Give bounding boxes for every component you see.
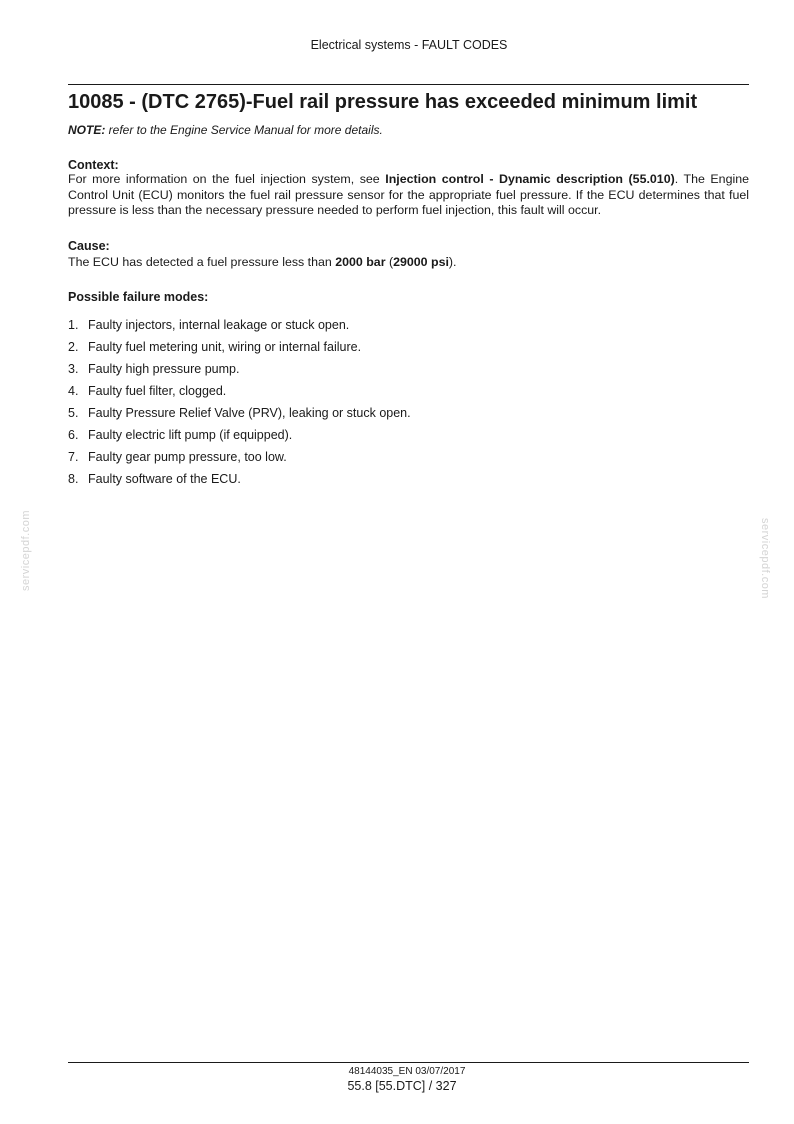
list-item-text: Faulty gear pump pressure, too low.: [88, 450, 287, 464]
list-item: [68, 428, 411, 450]
list-item-number: 5.: [68, 406, 79, 420]
list-item: [68, 406, 411, 428]
list-item-number: 6.: [68, 428, 79, 442]
list-item-text: Faulty high pressure pump.: [88, 362, 240, 376]
note-label: NOTE:: [68, 123, 106, 137]
cause-label: Cause:: [68, 239, 110, 253]
cause-pressure-psi: 29000 psi: [393, 255, 449, 269]
list-item-number: 3.: [68, 362, 79, 376]
list-item-number: 1.: [68, 318, 79, 332]
footer-divider: [68, 1062, 749, 1063]
footer-page-number: 55.8 [55.DTC] / 327: [347, 1079, 457, 1093]
context-paragraph: [68, 172, 749, 219]
failure-modes-label: Possible failure modes:: [68, 290, 209, 304]
note-text: refer to the Engine Service Manual for more details.: [105, 123, 383, 137]
list-item-number: 7.: [68, 450, 79, 464]
cause-paragraph: [68, 255, 749, 271]
list-item-text: Faulty injectors, internal leakage or stuck open.: [88, 318, 350, 332]
footer-document-id: 48144035_EN 03/07/2017: [348, 1066, 466, 1077]
cause-text-end: ).: [448, 255, 457, 269]
list-item-text: Faulty fuel metering unit, wiring or internal failure.: [88, 340, 362, 354]
watermark-right: servicepdf.com: [759, 518, 771, 599]
list-item-text: Faulty electric lift pump (if equipped).: [88, 428, 293, 442]
fault-code-heading: 10085 - (DTC 2765)-Fuel rail pressure has exceeded minimum limit: [68, 91, 698, 113]
list-item: [68, 450, 411, 472]
note: [68, 123, 383, 137]
header-divider: [68, 84, 749, 85]
list-item-number: 4.: [68, 384, 79, 398]
failure-modes-list: [68, 318, 411, 494]
list-item: [68, 472, 411, 494]
watermark-left: servicepdf.com: [20, 510, 32, 591]
list-item: [68, 384, 411, 406]
list-item: [68, 340, 411, 362]
context-reference-link[interactable]: Injection control - Dynamic description (55.010): [385, 172, 675, 186]
context-label: Context:: [68, 158, 119, 172]
list-item: [68, 362, 411, 384]
cause-pressure-bar: 2000 bar: [335, 255, 386, 269]
list-item-text: Faulty fuel filter, clogged.: [88, 384, 227, 398]
list-item-number: 2.: [68, 340, 79, 354]
running-header: Electrical systems - FAULT CODES: [310, 38, 508, 52]
cause-text-start: The ECU has detected a fuel pressure less than: [68, 255, 336, 269]
list-item-number: 8.: [68, 472, 79, 486]
list-item: [68, 318, 411, 340]
context-text-end: . The Engine Control Unit (ECU) monitors the fuel rail pressure sensor for the appropriate fuel pressure. If the ECU determines that fuel pressure is less than the necessary pressure needed to perform fuel injection, this fault will occur.: [68, 172, 749, 218]
cause-text-mid: (: [385, 255, 394, 269]
list-item-text: Faulty Pressure Relief Valve (PRV), leaking or stuck open.: [88, 406, 411, 420]
context-text-start: For more information on the fuel injection system, see: [68, 172, 386, 186]
list-item-text: Faulty software of the ECU.: [88, 472, 241, 486]
